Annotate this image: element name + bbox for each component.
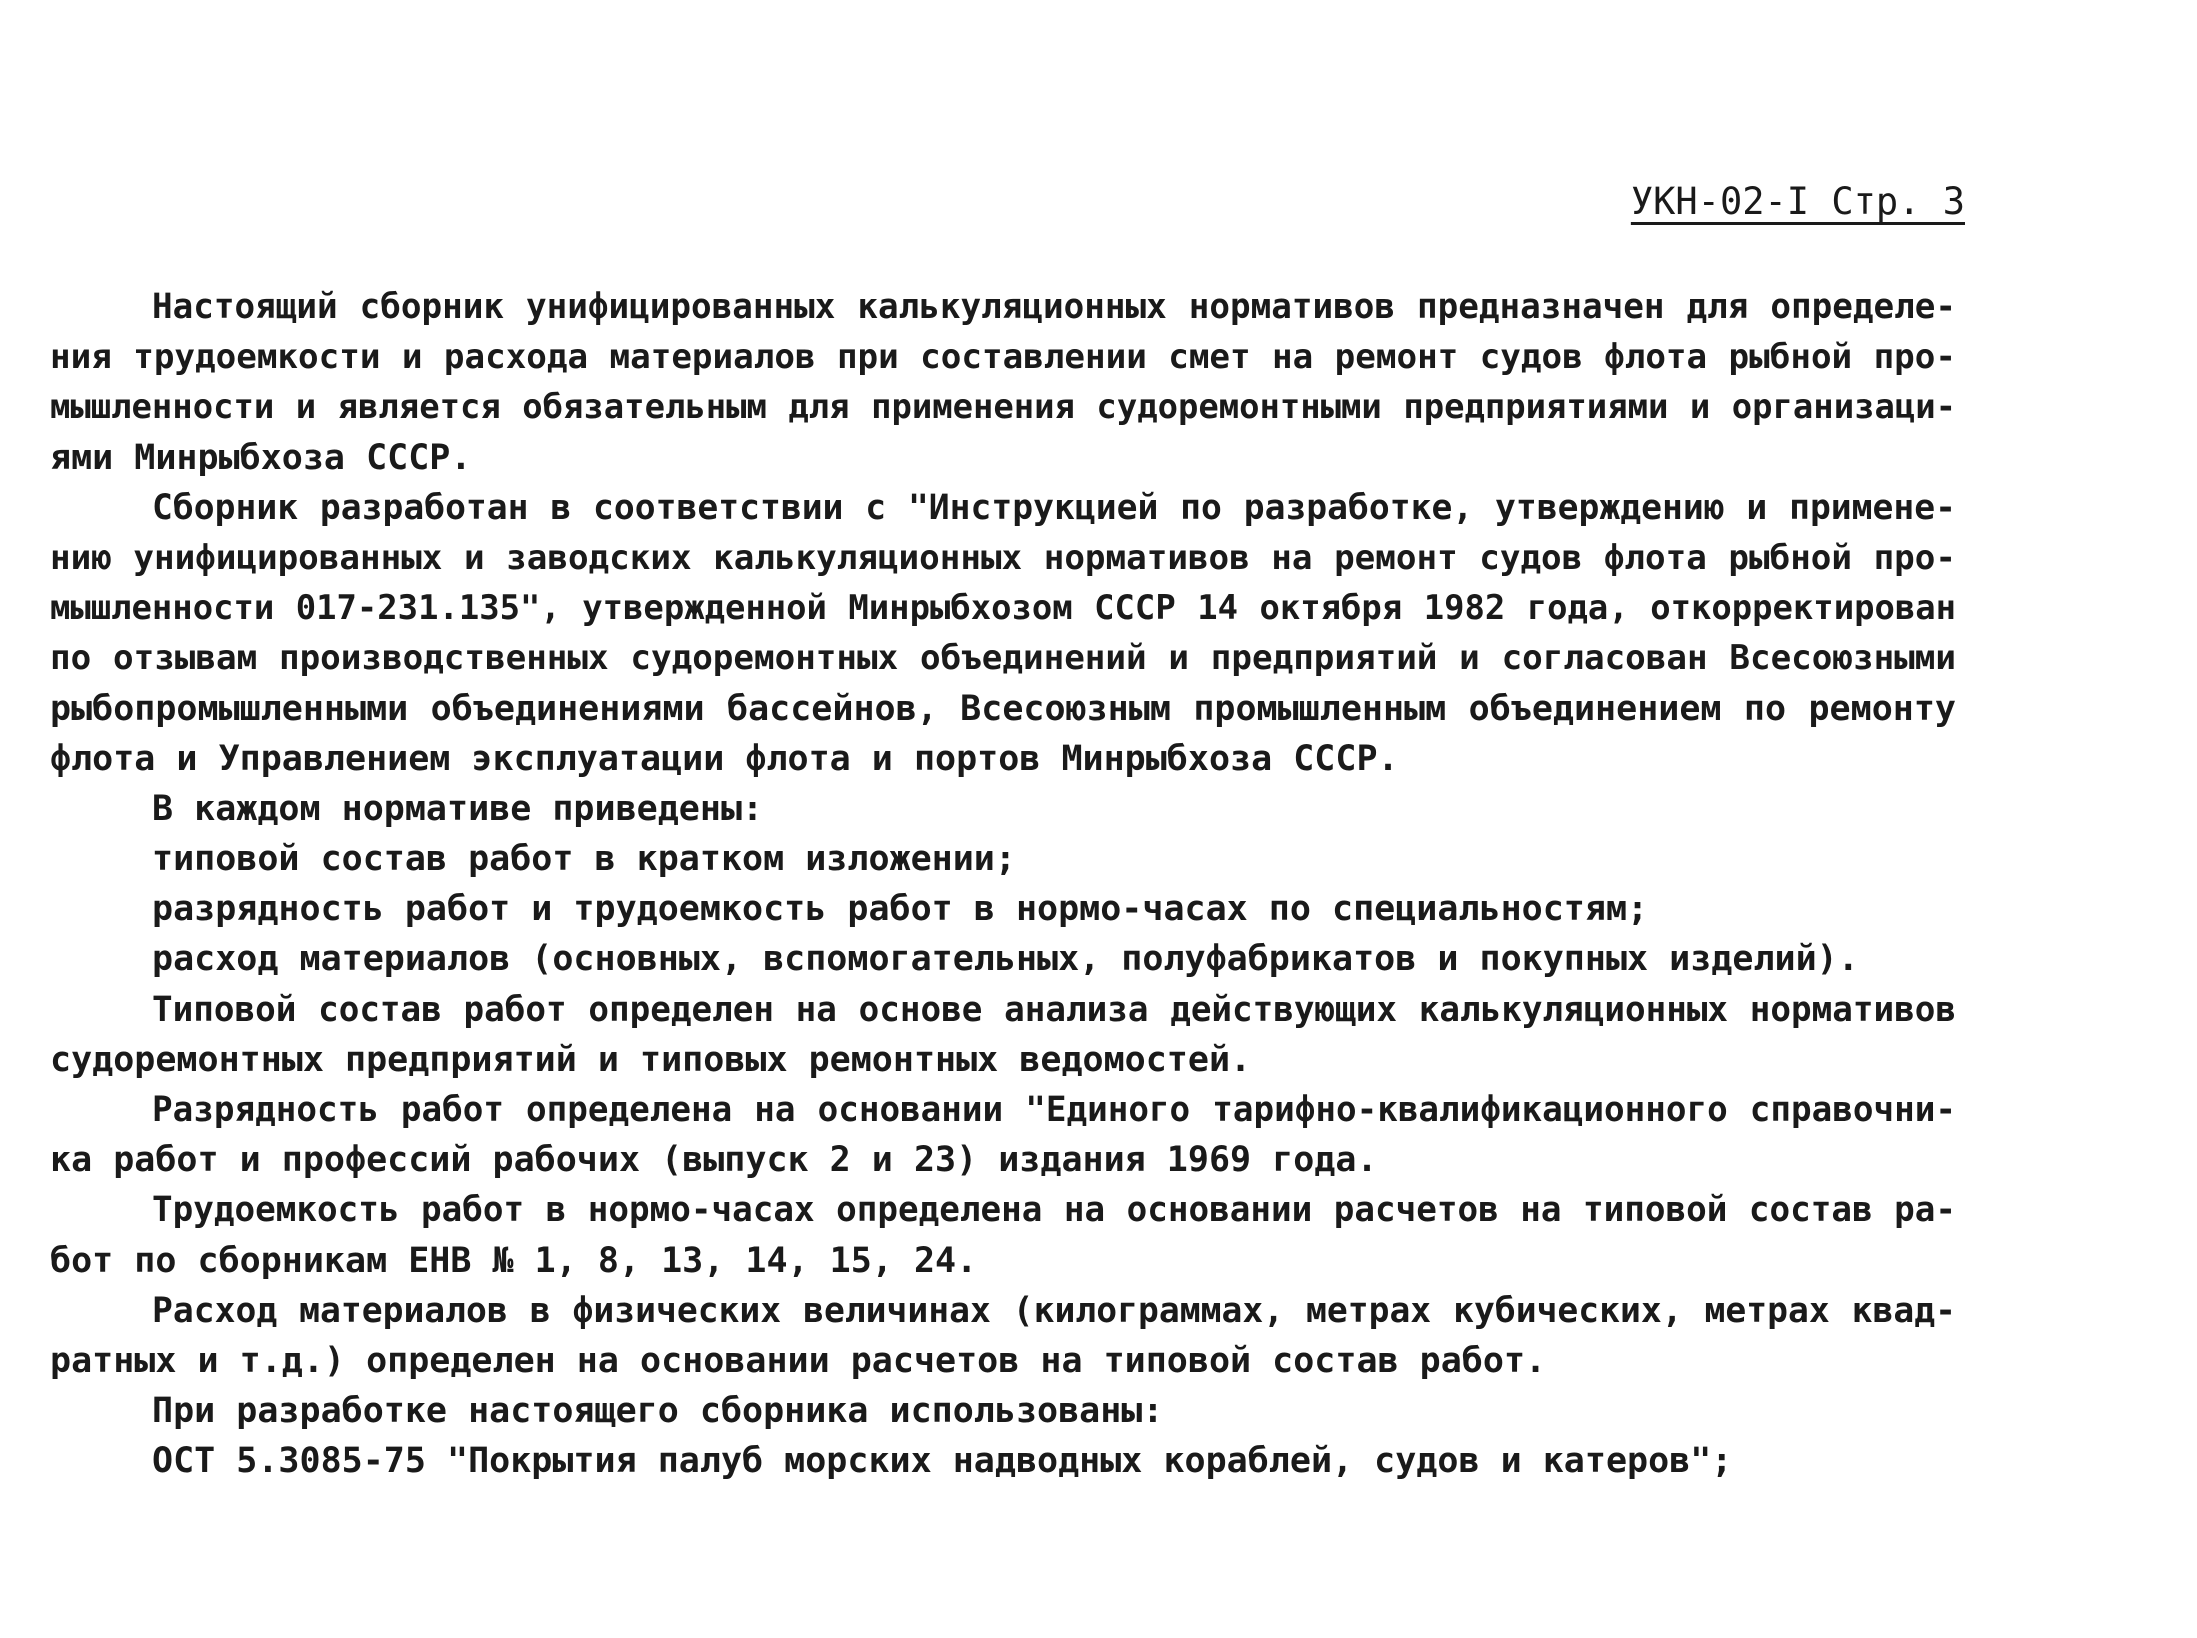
text-line: мышленности 017-231.135", утвержденной Минрыбхозом СССР 14 октября 1982 года, откорректирован: [50, 588, 1956, 628]
text-line: ями Минрыбхоза СССР.: [50, 437, 472, 478]
text-line: Настоящий сборник унифицированных калькуляционных нормативов предназначен для определе-: [152, 287, 1956, 327]
text-line: по отзывам производственных судоремонтных объединений и предприятий и согласован Всесоюзными: [50, 638, 1956, 679]
text-line: нию унифицированных и заводских калькуляционных нормативов на ремонт судов флота рыбной про-: [50, 537, 1956, 578]
page-header-code: УКН-02-I Стр. 3: [1630, 180, 1965, 223]
text-line: мышленности и является обязательным для применения судоремонтными предприятиями и организаци-: [50, 387, 1956, 427]
document-body: [50, 282, 1956, 1487]
text-line: Расход материалов в физических величинах (килограммах, метрах кубических, метрах квад-: [152, 1290, 1956, 1331]
text-line: ратных и т.д.) определен на основании расчетов на типовой состав работ.: [50, 1340, 1547, 1381]
text-line: Разрядность работ определена на основании "Единого тарифно-квалификационного справочни-: [152, 1090, 1956, 1130]
text-line: ОСТ 5.3085-75 "Покрытия палуб морских надводных кораблей, судов и катеров";: [152, 1441, 1733, 1482]
text-line: типовой состав работ в кратком изложении;: [152, 839, 1016, 880]
text-line: судоремонтных предприятий и типовых ремонтных ведомостей.: [50, 1039, 1252, 1080]
text-line: разрядность работ и трудоемкость работ в нормо-часах по специальностям;: [152, 889, 1649, 930]
text-line: В каждом нормативе приведены:: [152, 788, 764, 829]
text-line: ка работ и профессий рабочих (выпуск 2 и 23) издания 1969 года.: [50, 1140, 1378, 1181]
text-line: При разработке настоящего сборника использованы:: [152, 1391, 1164, 1432]
text-line: ния трудоемкости и расхода материалов при составлении смет на ремонт судов флота рыбной про-: [50, 337, 1956, 378]
text-line: Сборник разработан в соответствии с "Инструкцией по разработке, утверждению и примене-: [152, 487, 1956, 528]
text-line: рыбопромышленными объединениями бассейнов, Всесоюзным промышленным объединением по ремонту: [50, 688, 1956, 729]
text-line: Трудоемкость работ в нормо-часах определена на основании расчетов на типовой состав ра-: [152, 1190, 1956, 1231]
text-line: расход материалов (основных, вспомогательных, полуфабрикатов и покупных изделий).: [152, 939, 1859, 980]
text-line: бот по сборникам ЕНВ № 1, 8, 13, 14, 15, 24.: [50, 1240, 978, 1281]
text-line: Типовой состав работ определен на основе анализа действующих калькуляционных нормативов: [152, 989, 1956, 1030]
text-line: флота и Управлением эксплуатации флота и портов Минрыбхоза СССР.: [50, 738, 1399, 779]
